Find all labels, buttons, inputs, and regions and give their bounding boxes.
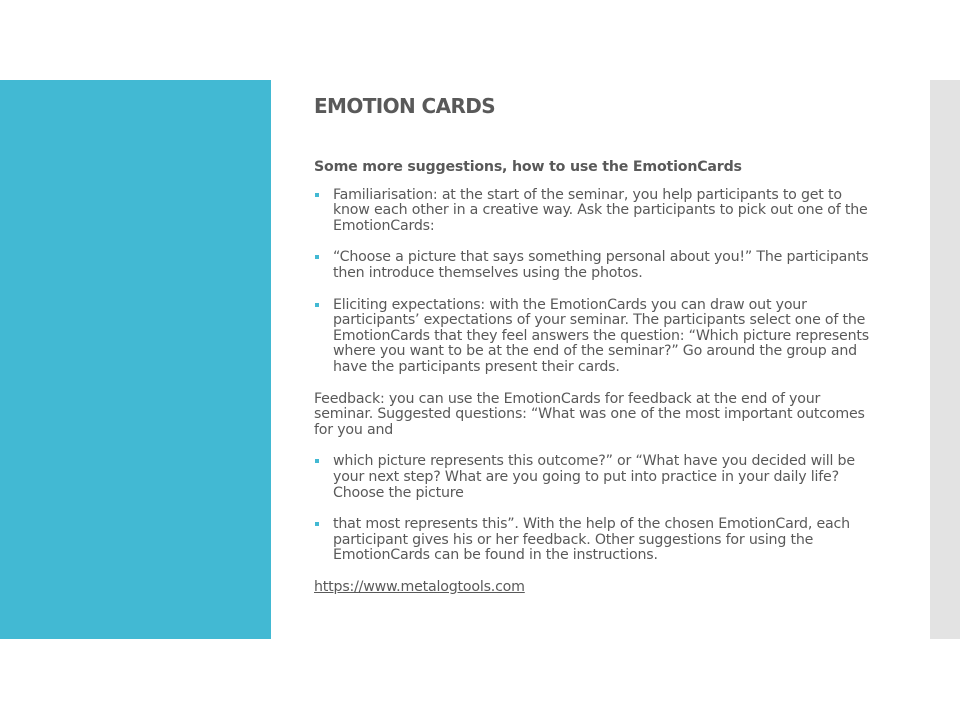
bullet-icon <box>315 255 319 259</box>
list-item-text: Eliciting expectations: with the EmotionCards you can draw out your participants’ expectations of your seminar. The participants select one of the EmotionCards that they feel answers the question: “Which picture represents where you want to be at the end of the seminar?” Go around the group and have the participants present their cards. <box>333 296 869 375</box>
list-item-text: that most represents this”. With the help of the chosen EmotionCard, each participant gives his or her feedback. Other suggestions for using the EmotionCards can be found in the instructions. <box>333 516 850 564</box>
list-item-text: Familiarisation: at the start of the seminar, you help participants to get to know each other in a creative way. Ask the participants to pick out one of the EmotionCards: <box>333 186 868 234</box>
list-item <box>314 454 876 501</box>
bullet-icon <box>315 303 319 307</box>
slide-body <box>314 160 876 595</box>
list-item-text: “Choose a picture that says something personal about you!” The participants then introduce themselves using the photos. <box>333 249 869 281</box>
list-item <box>314 250 876 281</box>
bullet-icon <box>315 459 319 463</box>
side-panel <box>930 80 960 639</box>
list-item <box>314 298 876 376</box>
list-item <box>314 188 876 235</box>
feedback-paragraph: Feedback: you can use the EmotionCards for feedback at the end of your seminar. Suggested questions: “What was one of the most important outcomes for you and <box>314 390 865 438</box>
slide-title: EMOTION CARDS <box>314 94 496 118</box>
bullet-icon <box>315 522 319 526</box>
accent-band <box>0 80 271 639</box>
slide-content <box>314 94 876 595</box>
list-item-text: which picture represents this outcome?” or “What have you decided will be your next step? What are you going to put into practice in your daily life? Choose the picture <box>333 453 855 501</box>
subheading: Some more suggestions, how to use the EmotionCards <box>314 159 742 175</box>
bullet-icon <box>315 193 319 197</box>
website-link[interactable]: https://www.metalogtools.com <box>314 578 525 595</box>
list-item <box>314 517 876 564</box>
